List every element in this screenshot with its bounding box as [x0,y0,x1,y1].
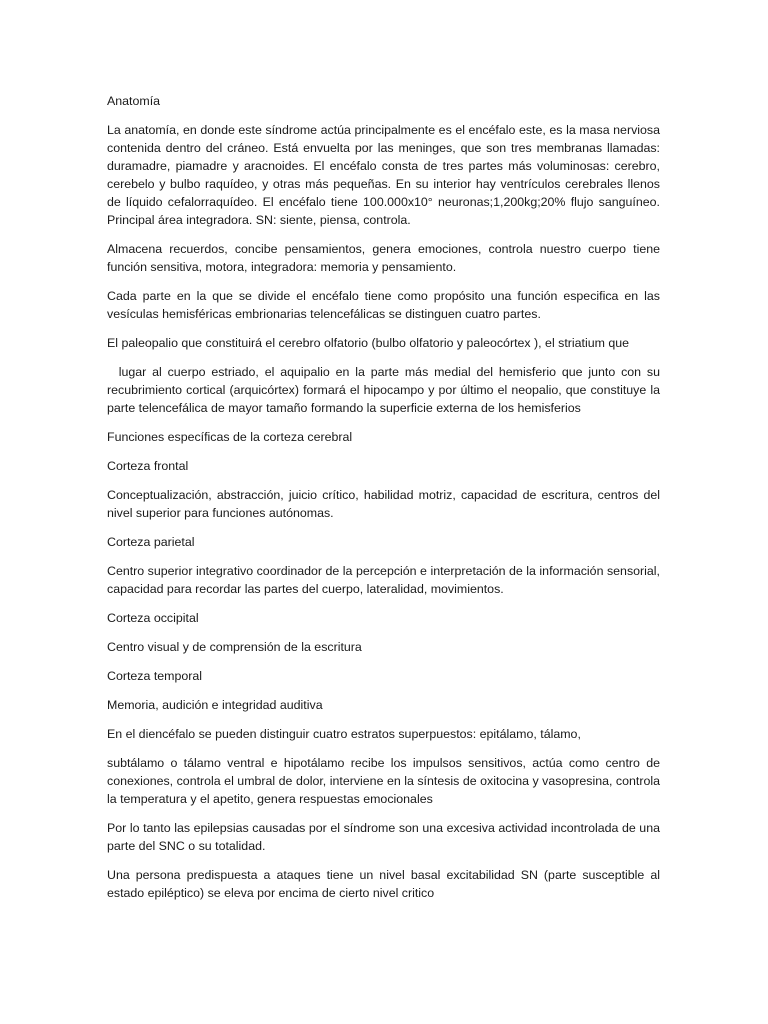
heading-corteza-occipital: Corteza occipital [107,611,199,625]
para-anatomia-intro: La anatomía, en donde este síndrome actúa principalmente es el encéfalo este, es la masa nerviosa contenida dentro del cráneo. Está envuelta por las meninges, que son tres membranas llamadas: duramadre, piamadre y aracnoides. El encéfalo consta de tres partes más voluminosas: cerebro, cerebelo y bulbo raquídeo, y otras más pequeñas. En su interior hay ventrículos cerebrales llenos de líquido cefalorraquídeo. El encéfalo tiene 100.000x10° neuronas;1,200kg;20% flujo sanguíneo. Principal área integradora. SN: siente, piensa, controla. [107,123,660,227]
para-frontal: Conceptualización, abstracción, juicio crítico, habilidad motriz, capacidad de escritura, centros del nivel superior para funciones autónomas. [107,488,660,520]
para-parietal: Centro superior integrativo coordinador de la percepción e interpretación de la información sensorial, capacidad para recordar las partes del cuerpo, lateralidad, movimientos. [107,564,660,596]
heading-corteza-temporal: Corteza temporal [107,669,203,683]
para-cuerpo-estriado: lugar al cuerpo estriado, el aquipalio en la parte más medial del hemisferio que junto con su recubrimiento cortical (arquicórtex) formará el hipocampo y por último el neopalio, que constituye la parte telencefálica de mayor tamaño formando la superficie externa de los hemisferios [107,365,664,415]
heading-corteza-parietal: Corteza parietal [107,535,195,549]
para-predispuesta: Una persona predispuesta a ataques tiene un nivel basal excitabilidad SN (parte susceptible al estado epiléptico) se eleva por encima de cierto nivel critico [107,868,660,900]
para-cada-parte: Cada parte en la que se divide el encéfalo tiene como propósito una función especifica en las vesículas hemisféricas embrionarias telencefálicas se distinguen cuatro partes. [107,289,660,321]
para-subtalamo: subtálamo o tálamo ventral e hipotálamo recibe los impulsos sensitivos, actúa como centro de conexiones, controla el umbral de dolor, interviene en la síntesis de oxitocina y vasopresina, controla la temperatura y el apetito, genera respuestas emocionales [107,756,660,806]
document-page [107,92,664,913]
heading-anatomia: Anatomía [107,94,161,108]
para-epilepsias: Por lo tanto las epilepsias causadas por el síndrome son una excesiva actividad incontrolada de una parte del SNC o su totalidad. [107,821,660,853]
para-almacena: Almacena recuerdos, concibe pensamientos, genera emociones, controla nuestro cuerpo tiene función sensitiva, motora, integradora: memoria y pensamiento. [107,242,660,274]
para-occipital: Centro visual y de comprensión de la escritura [107,640,362,654]
para-paleopalio: El paleopalio que constituirá el cerebro olfatorio (bulbo olfatorio y paleocórtex ), el striatium que [107,336,630,350]
para-temporal: Memoria, audición e integridad auditiva [107,698,323,712]
heading-funciones: Funciones específicas de la corteza cerebral [107,430,353,444]
para-diencefalo: En el diencéfalo se pueden distinguir cuatro estratos superpuestos: epitálamo, tálamo, [107,727,581,741]
heading-corteza-frontal: Corteza frontal [107,459,189,473]
